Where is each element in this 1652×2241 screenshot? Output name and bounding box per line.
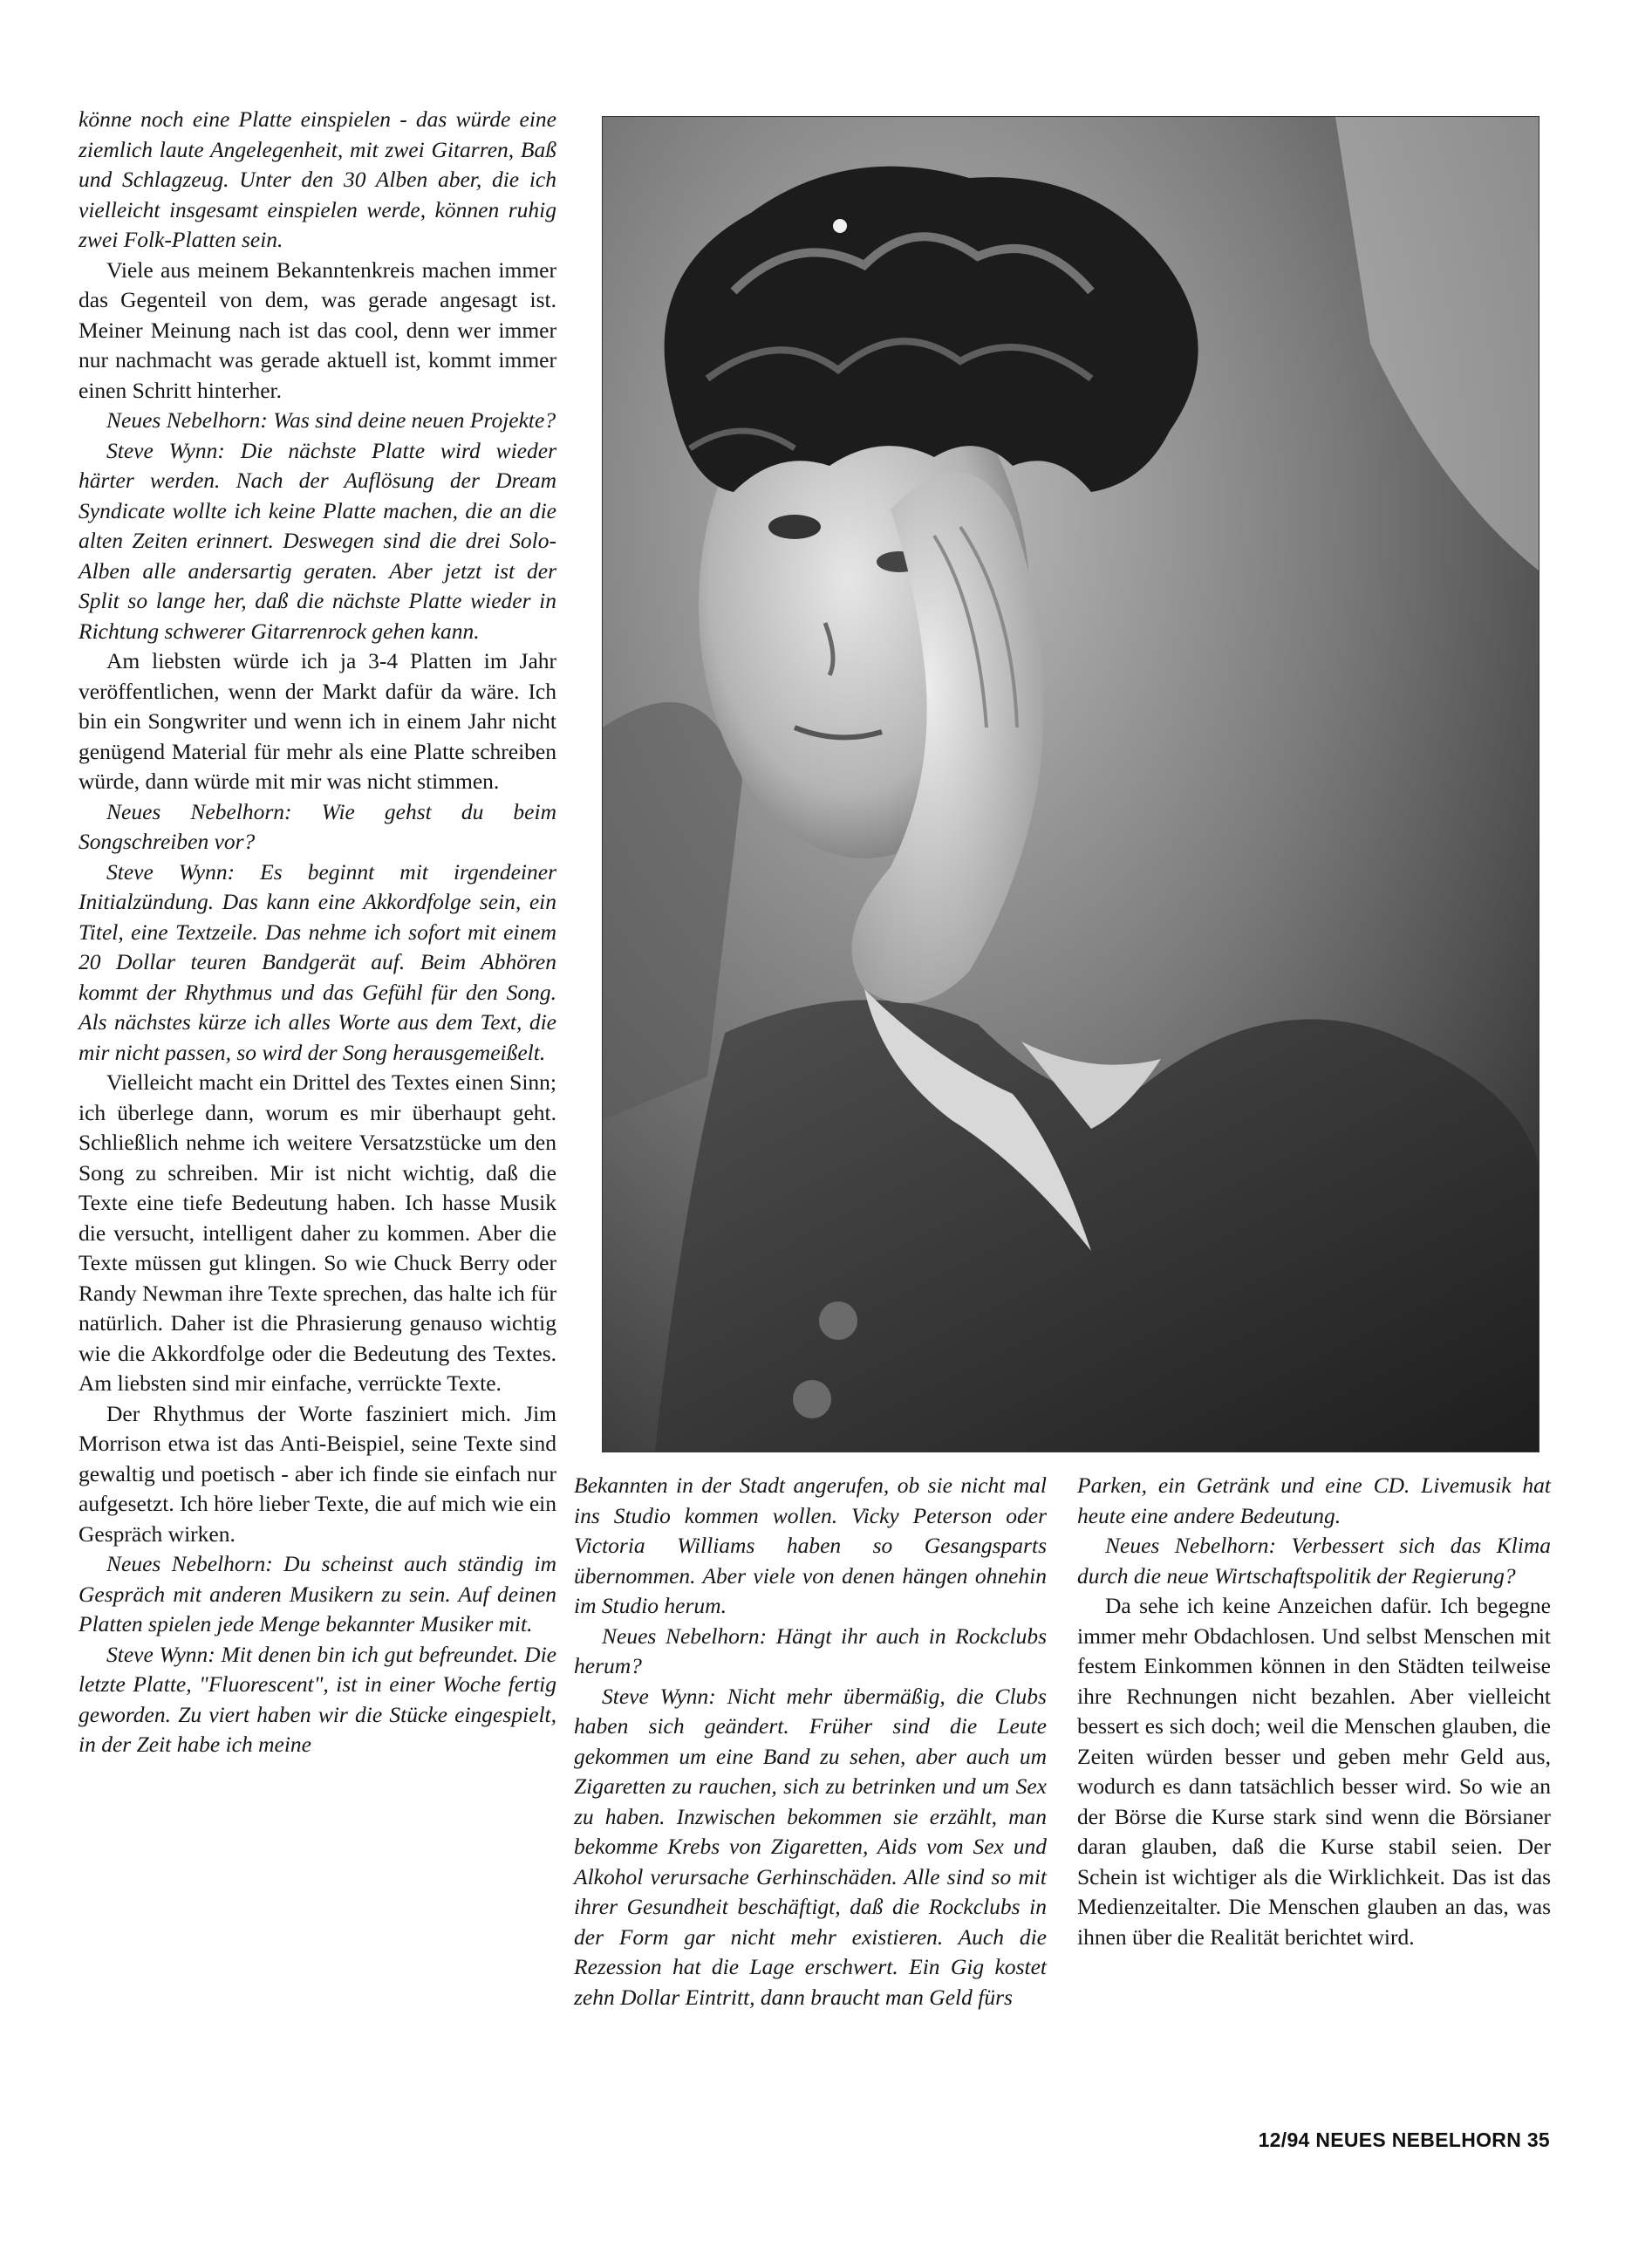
paragraph: Steve Wynn: Es beginnt mit irgendeiner Initialzündung. Das kann eine Akkordfolge sein, ein Titel, eine Textzeile. Das nehme ich sofort mit einem 20 Dollar teuren Bandgerät auf. Beim Abhören kommt der Rhythmus und das Gefühl für den Song. Als nächstes kürze ich alles Worte aus dem Text, die mir nicht passen, so wird der Song herausgemeißelt. <box>79 858 556 1065</box>
portrait-photo <box>602 116 1539 1452</box>
paragraph: Neues Nebelhorn: Wie gehst du beim Songschreiben vor? <box>79 798 556 854</box>
paragraph: Neues Nebelhorn: Hängt ihr auch in Rockclubs herum? <box>574 1623 1047 1678</box>
paragraph: Steve Wynn: Nicht mehr übermäßig, die Clubs haben sich geändert. Früher sind die Leute gekommen um eine Band zu sehen, aber auch um Zigaretten zu rauchen, sich zu betrinken und um Sex zu haben. Inzwischen bekommen sie erzählt, man bekomme Krebs von Zigaretten, Aids vom Sex und Alkohol verursache Gerhinschäden. Alle sind so mit ihrer Gesundheit beschäftigt, daß die Rockclubs in der Form gar nicht mehr existieren. Auch die Rezession hat die Lage erschwert. Ein Gig kostet zehn Dollar Eintritt, dann braucht man Geld fürs <box>574 1683 1047 2010</box>
paragraph: Der Rhythmus der Worte fasziniert mich. Jim Morrison etwa ist das Anti-Beispiel, seine Texte sind gewaltig und poetisch - aber ich finde sie einfach nur aufgesetzt. Ich höre lieber Texte, die auf mich wie ein Gespräch wirken. <box>79 1400 556 1547</box>
paragraph: könne noch eine Platte einspielen - das würde eine ziemlich laute Angelegenheit, mit zwei Gitarren, Baß und Schlagzeug. Unter den 30 Alben aber, die ich vielleicht insgesamt einspielen werde, können ruhig zwei Folk-Platten sein. <box>79 106 556 252</box>
paragraph: Steve Wynn: Mit denen bin ich gut befreundet. Die letzte Platte, "Fluorescent", ist in einer Woche fertig geworden. Zu viert haben wir die Stücke eingespielt, in der Zeit habe ich meine <box>79 1641 556 1757</box>
paragraph: Da sehe ich keine Anzeichen dafür. Ich begegne immer mehr Obdachlosen. Und selbst Menschen mit festem Einkommen können in den Städten teilweise ihre Rechnungen nicht bezahlen. Aber vielleicht bessert es sich doch; weil die Menschen glauben, die Zeiten würden besser und geben mehr Geld aus, wodurch es dann tatsächlich besser wird. So wie an der Börse die Kurse stark sind wenn die Börsianer daran glauben, daß die Kurse stabil seien. Der Schein ist wichtiger als die Wirklichkeit. Das ist das Medienzeitalter. Die Menschen glauben an das, was ihnen über die Realität berichtet wird. <box>1077 1593 1551 1950</box>
article-column-3 <box>1077 1471 1551 1952</box>
paragraph: Bekannten in der Stadt angerufen, ob sie nicht mal ins Studio kommen wollen. Vicky Peterson oder Victoria Williams haben so Gesangsparts übernommen. Aber viele von denen hängen ohnehin im Studio herum. <box>574 1472 1047 1618</box>
article-column-2 <box>574 1471 1047 2012</box>
coat-button <box>793 1380 831 1418</box>
paragraph: Am liebsten würde ich ja 3-4 Platten im Jahr veröffentlichen, wenn der Markt dafür da wäre. Ich bin ein Songwriter und wenn ich in einem Jahr nicht genügend Material für mehr als eine Platte schreiben würde, dann würde mit mir was nicht stimmen. <box>79 648 556 794</box>
paragraph: Neues Nebelhorn: Verbessert sich das Klima durch die neue Wirtschaftspolitik der Regierung? <box>1077 1533 1551 1589</box>
paragraph: Neues Nebelhorn: Du scheinst auch ständig im Gespräch mit anderen Musikern zu sein. Auf deinen Platten spielen jede Menge bekannter Musiker mit. <box>79 1551 556 1636</box>
paragraph: Vielleicht macht ein Drittel des Textes einen Sinn; ich überlege dann, worum es mir überhaupt geht. Schließlich nehme ich weitere Versatzstücke um den Song zu schreiben. Mir ist nicht wichtig, daß die Texte eine tiefe Bedeutung haben. Ich hasse Musik die versucht, intelligent daher zu kommen. Aber die Texte müssen gut klingen. So wie Chuck Berry oder Randy Newman ihre Texte sprechen, das halte ich für natürlich. Daher ist die Phrasierung genauso wichtig wie die Akkordfolge oder die Bedeutung des Textes. Am liebsten sind mir einfache, verrückte Texte. <box>79 1069 556 1396</box>
paragraph: Parken, ein Getränk und eine CD. Livemusik hat heute eine andere Bedeutung. <box>1077 1472 1551 1528</box>
article-column-1 <box>79 105 556 1760</box>
coat-button <box>819 1302 857 1340</box>
paragraph: Steve Wynn: Die nächste Platte wird wieder härter werden. Nach der Auflösung der Dream Syndicate wollte ich keine Platte machen, die an die alten Zeiten erinnert. Deswegen sind die drei Solo-Alben alle andersartig geraten. Aber jetzt ist der Split so lange her, daß die nächste Platte wieder in Richtung schwerer Gitarrenrock gehen kann. <box>79 437 556 644</box>
page-footer: 12/94 NEUES NEBELHORN 35 <box>1258 2128 1550 2151</box>
paragraph: Viele aus meinem Bekanntenkreis machen immer das Gegenteil von dem, was gerade angesagt ist. Meiner Meinung nach ist das cool, denn wer immer nur nachmacht was gerade aktuell ist, kommt immer einen Schritt hinterher. <box>79 256 556 403</box>
paragraph: Neues Nebelhorn: Was sind deine neuen Projekte? <box>106 407 556 433</box>
